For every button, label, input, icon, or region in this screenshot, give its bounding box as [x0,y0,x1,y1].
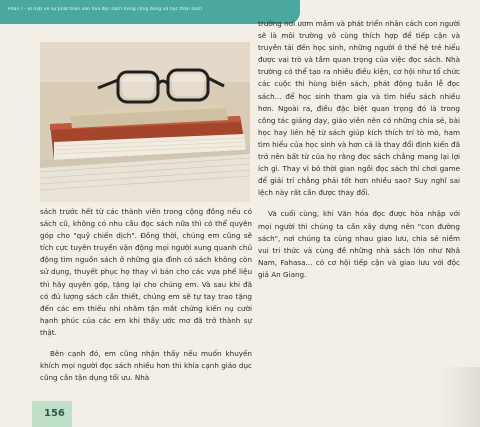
page-curl-shadow [440,367,480,427]
book-stack-with-glasses-icon [40,42,250,202]
paragraph: sách trước hết từ các thành viên trong cộng đồng nếu có sách cũ, không có nhu cầu đọc sách nữa thì có thể quyên góp cho "quỹ chiến dịch". Đồng thời, chúng em cũng sẽ tích cực tuyên truyền vận động mọi người xung quanh chủ động tìm nguồn sách ở những gia đình có sách không còn sử dụng, thuyết phục họ thay vì bán cho các vựa phế liệu thì hãy quyên góp, tặng lại cho chúng em. Và sau khi đã có đủ lượng sách cần thiết, chúng em sẽ tự tay trao tặng đến các em thiếu nhi nhằm tận mắt chứng kiến nụ cười hạnh phúc của các em khi thấy ước mơ đã trở thành sự thật. [40,207,252,337]
chapter-header-text: Phần I – Bí mật về sự phát triển văn hóa đọc sách trong cộng đồng và học thân sách [8,7,203,12]
left-text-column [40,206,252,384]
paragraph: trường nơi ươm mầm và phát triển nhân cách con người sẽ là môi trường vô cùng thích hợp để tiếp cận và truyền tải đến học sinh, những người ở thế hệ trẻ hiểu được vai trò và tầm quan trọng của việc đọc sách. Nhà trường có thể tạo ra nhiều điều kiện, cơ hội như tổ chức các cuộc thi hùng biện sách, phát động tuần lễ đọc sách... để học sinh tham gia và tìm hiểu sách nhiều hơn. Ngoài ra, điều đặc biệt quan trọng đó là trong công tác giảng dạy, giáo viên nên có những chia sẻ, bài học hay liên hệ từ sách giúp kích thích trí tò mò, ham tìm hiểu của học sinh và hơn cả là thay đổi định kiến đã trở nên bất từ của họ rằng đọc sách chẳng mang lại lợi ích gì. Thay vì bỏ thời gian ngồi đọc sách thì chơi game để giải trí chẳng phải tốt hơn nhiều sao? Suy nghĩ sai lệch này rất cần được thay đổi. [258,19,460,198]
paragraph: Bên cạnh đó, em cũng nhận thấy nếu muốn khuyến khích mọi người đọc sách nhiều hơn thì khía cạnh giáo dục cũng cần tận dụng tối ưu. Nhà [40,349,252,383]
chapter-header-band [0,0,300,24]
paragraph: Và cuối cùng, khi Văn hóa đọc được hòa nhập với mọi người thì chúng ta cần xây dựng nên "con đường sách", nơi chúng ta cùng nhau giao lưu, chia sẻ niềm vui tri thức và cùng đề những nhà sách lớn như Nhã Nam, Fahasa... có cơ hội tiếp cận và giao lưu với độc giả An Giang. [258,209,460,279]
page-number: 156 [44,408,65,419]
right-text-column [258,18,460,281]
book-stack-photo [40,42,250,202]
